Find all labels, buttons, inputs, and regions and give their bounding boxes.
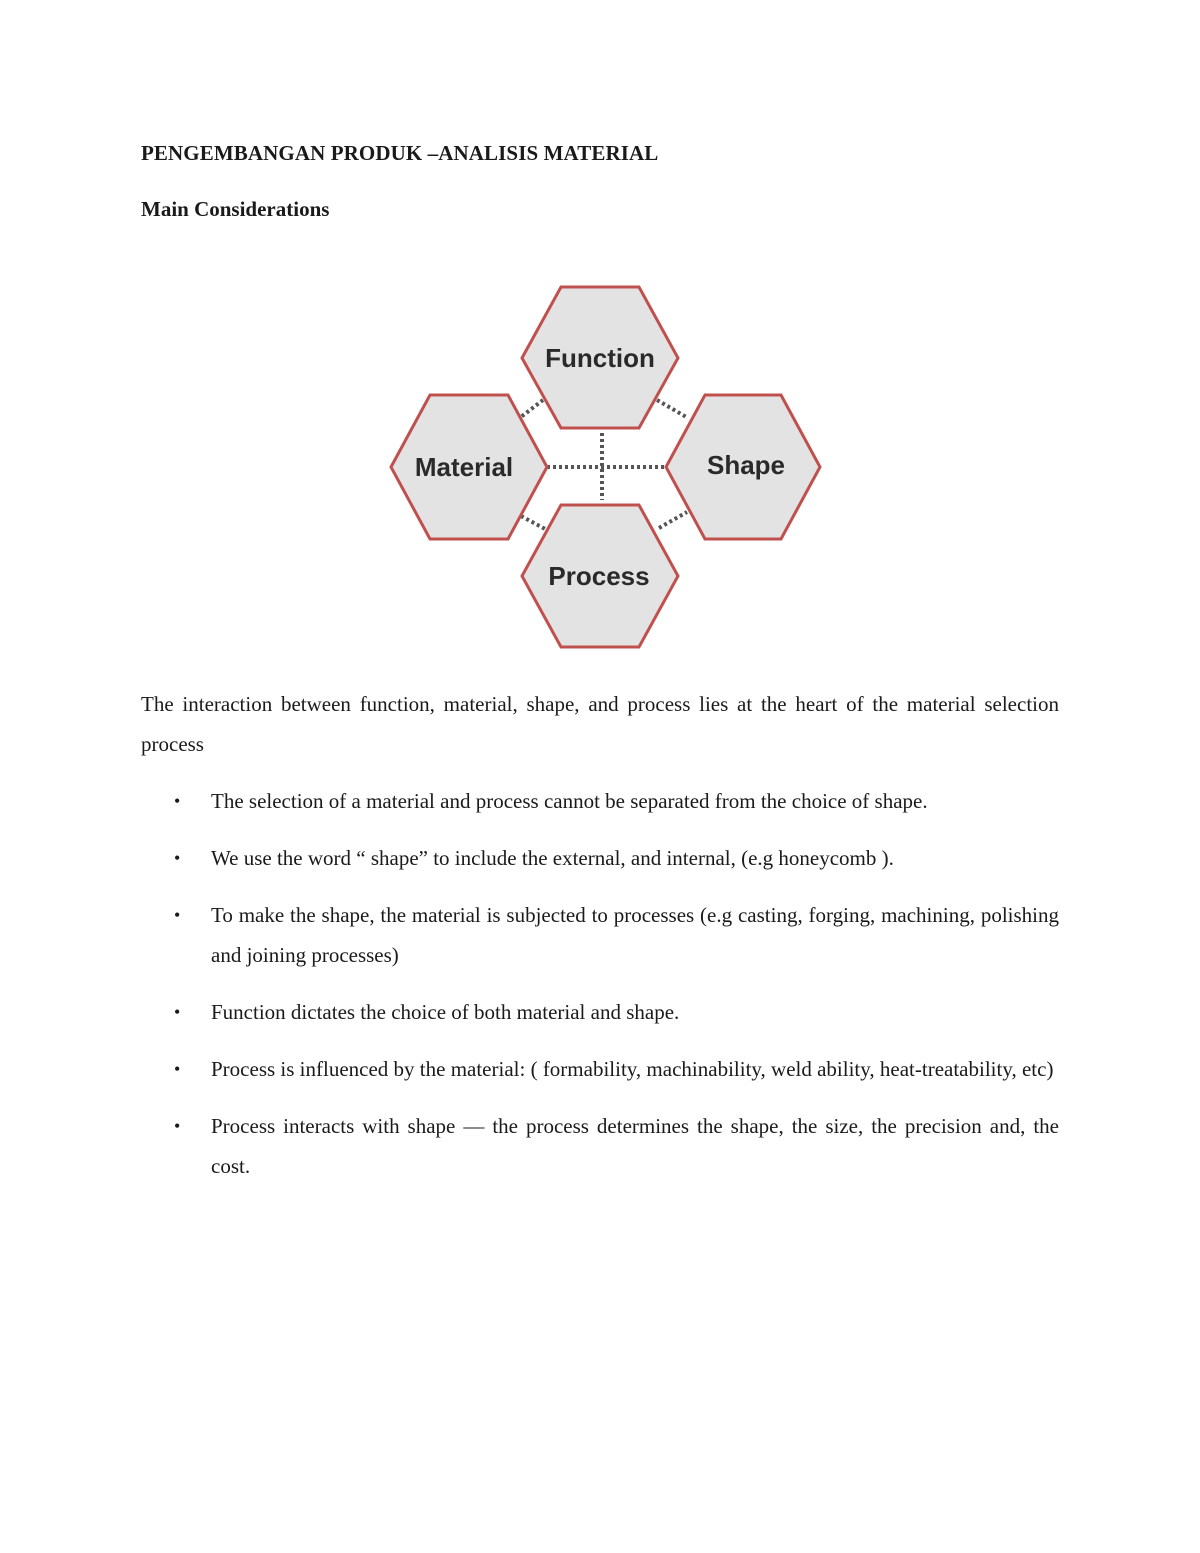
list-item-text: The selection of a material and process cannot be separated from the choice of shape. <box>211 789 928 813</box>
hex-label-shape: Shape <box>706 450 786 480</box>
document-title: PENGEMBANGAN PRODUK –ANALISIS MATERIAL <box>141 141 659 165</box>
hex-label-process: Process <box>548 561 650 591</box>
list-item <box>141 1049 1059 1089</box>
list-item <box>141 781 1059 821</box>
list-item-text: Process is influenced by the material: ( formability, machinability, weld ability, heat-treatability, etc) <box>211 1057 1054 1081</box>
connector-shape-process <box>659 512 687 528</box>
intro-paragraph: The interaction between function, material, shape, and process lies at the heart of the material selection process <box>141 692 1059 756</box>
list-item <box>141 895 1059 975</box>
considerations-diagram <box>380 280 830 660</box>
list-item-text: Process interacts with shape — the process determines the shape, the size, the precision and, the cost. <box>211 1114 1059 1178</box>
bullet-marker: • <box>174 1059 181 1079</box>
connector-material-process <box>521 516 547 530</box>
list-item <box>141 992 1059 1032</box>
section-heading: Main Considerations <box>141 197 330 221</box>
list-item <box>141 1106 1059 1186</box>
bullet-marker: • <box>174 1116 181 1136</box>
bullet-marker: • <box>174 848 181 868</box>
connector-function-shape <box>657 400 688 418</box>
list-item-text: To make the shape, the material is subjected to processes (e.g casting, forging, machining, polishing and joining processes) <box>211 903 1059 967</box>
hex-label-material: Material <box>414 452 514 482</box>
list-item-text: We use the word “ shape” to include the external, and internal, (e.g honeycomb ). <box>211 846 894 870</box>
list-item <box>141 838 1059 878</box>
list-item-text: Function dictates the choice of both material and shape. <box>211 1000 680 1024</box>
bullet-list <box>141 781 1059 1203</box>
diagram-svg <box>380 280 830 660</box>
bullet-marker: • <box>174 791 181 811</box>
bullet-marker: • <box>174 905 181 925</box>
bullet-marker: • <box>174 1002 181 1022</box>
hex-label-function: Function <box>545 343 655 373</box>
